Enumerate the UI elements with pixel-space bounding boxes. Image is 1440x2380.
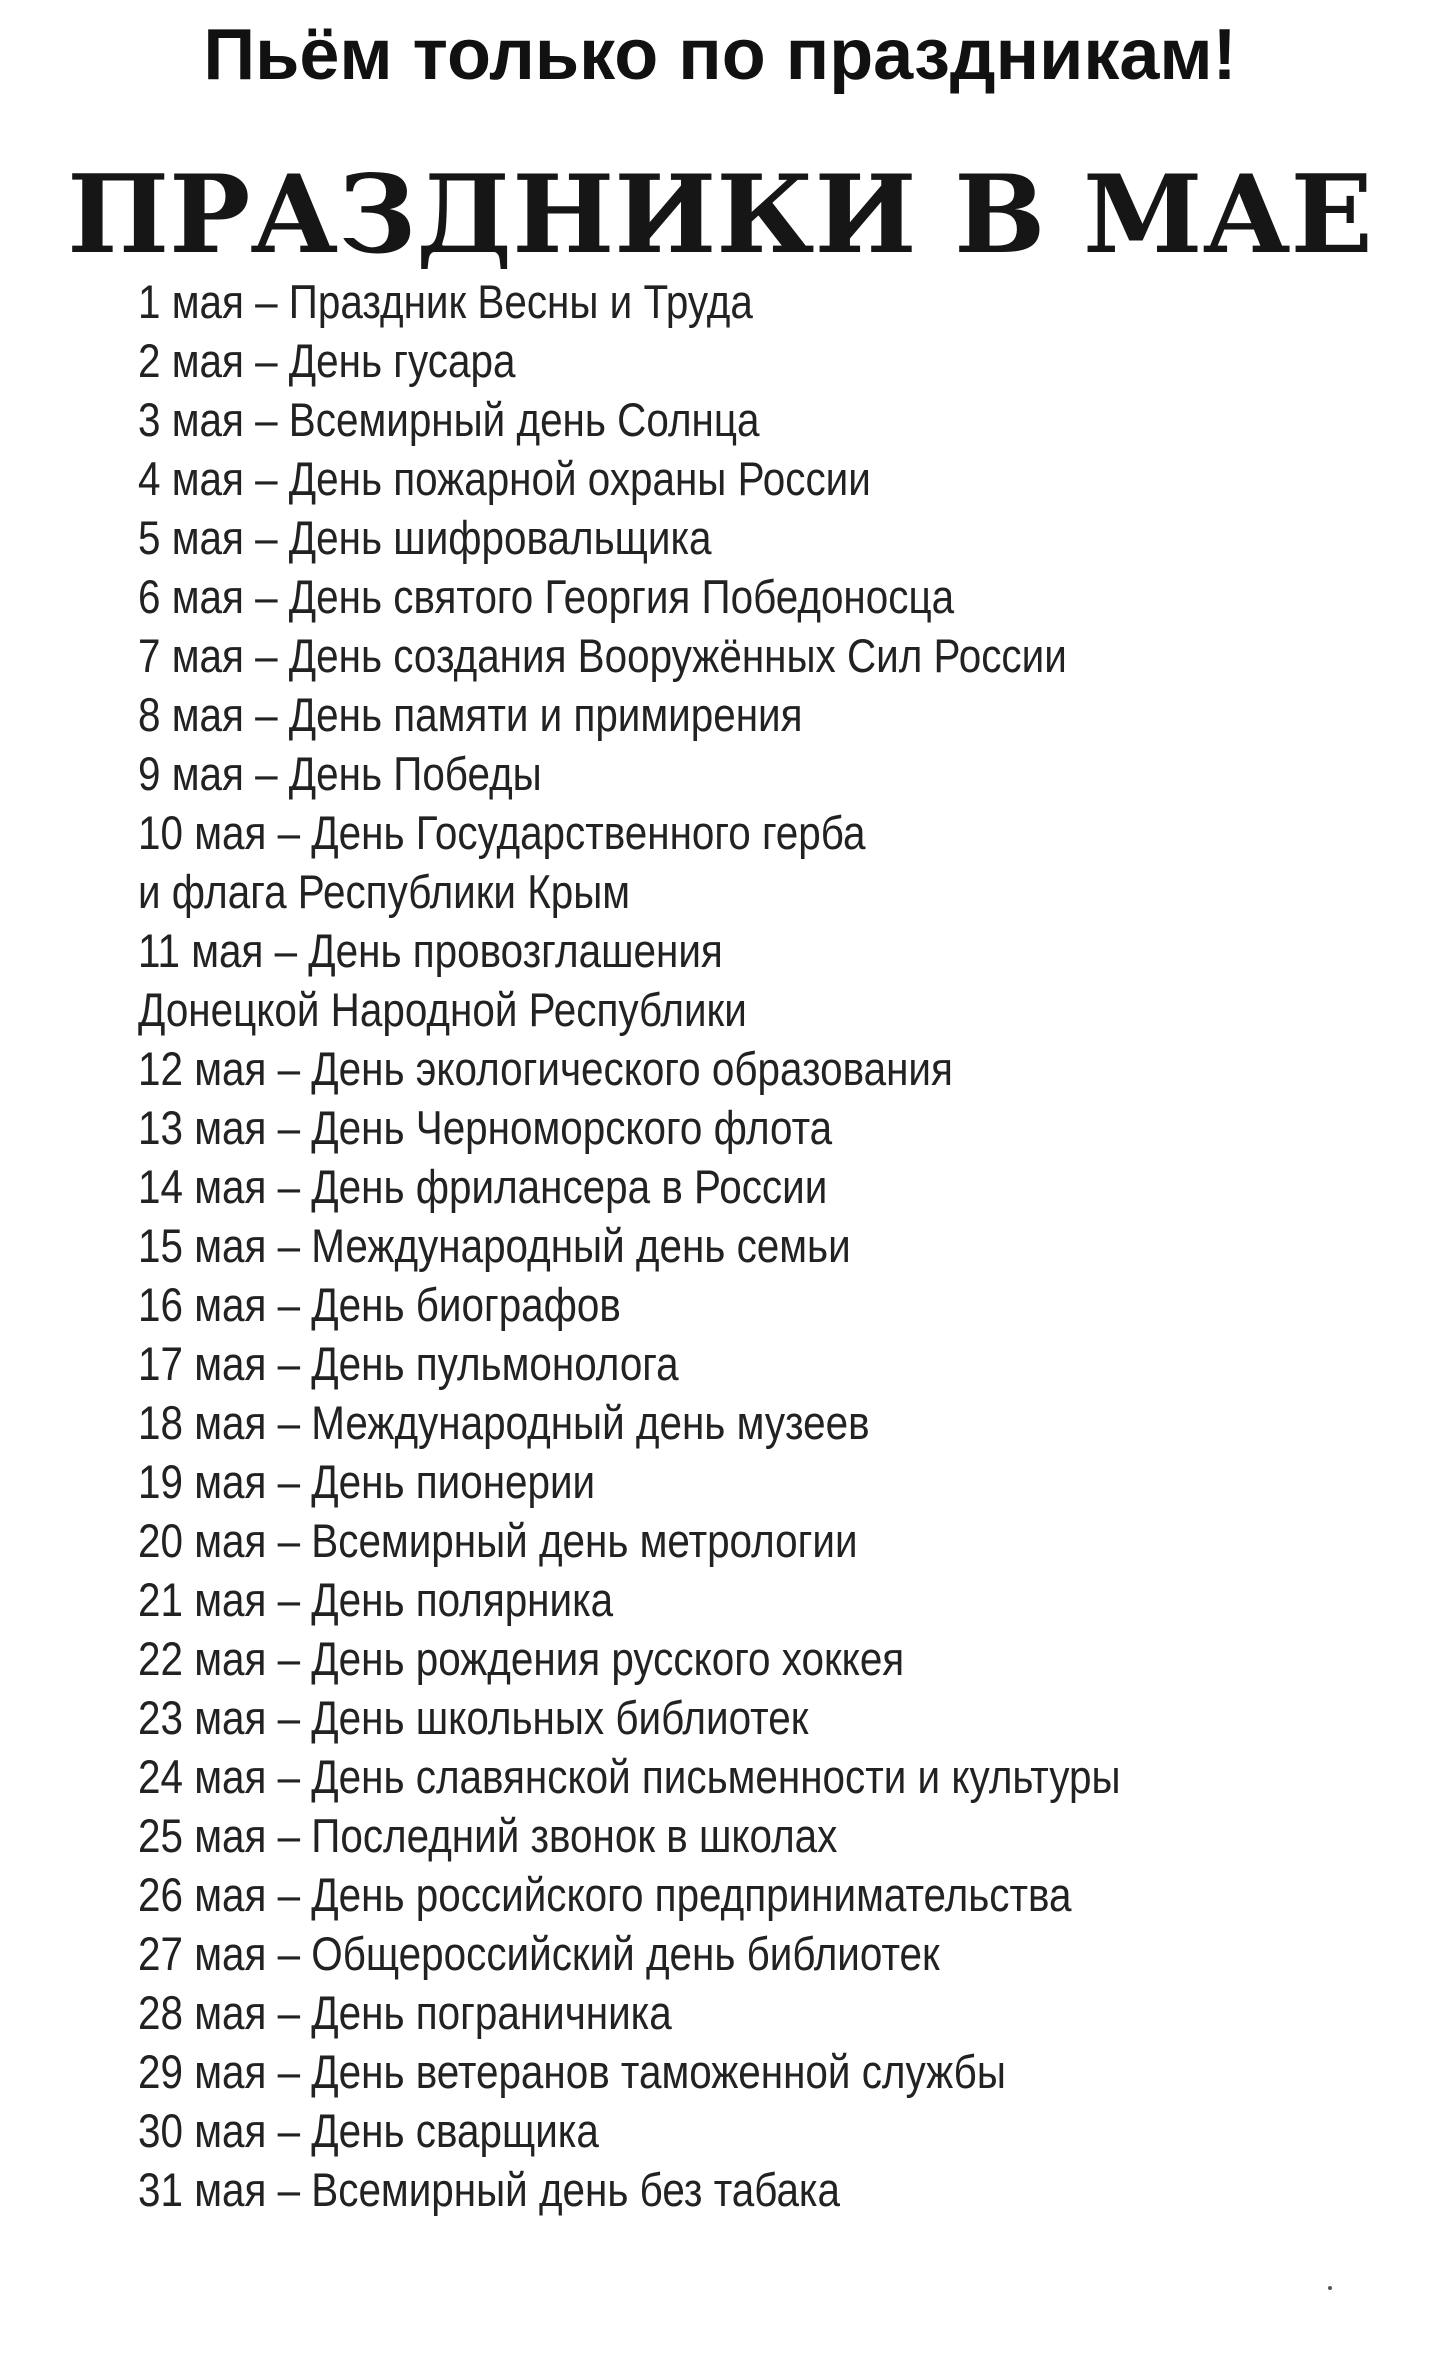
holiday-list-line: 18 мая – Международный день музеев bbox=[138, 1396, 870, 1449]
holiday-list-line: 29 мая – День ветеранов таможенной службы bbox=[138, 2045, 1006, 2098]
holiday-list-line: 12 мая – День экологического образования bbox=[138, 1042, 953, 1095]
holiday-list bbox=[138, 272, 1338, 2219]
holiday-list-line: 10 мая – День Государственного герба bbox=[138, 806, 866, 859]
holiday-list-line: 30 мая – День сварщика bbox=[138, 2104, 599, 2157]
holiday-list-line: 14 мая – День фрилансера в России bbox=[138, 1160, 828, 1213]
holiday-list-line: 11 мая – День провозглашения bbox=[138, 924, 723, 977]
holiday-list-line: 6 мая – День святого Георгия Победоносца bbox=[138, 570, 955, 623]
holiday-list-line: 8 мая – День памяти и примирения bbox=[138, 688, 803, 741]
holiday-list-line: 27 мая – Общероссийский день библиотек bbox=[138, 1927, 940, 1980]
holiday-list-line: 22 мая – День рождения русского хоккея bbox=[138, 1632, 905, 1685]
holiday-list-line: 5 мая – День шифровальщика bbox=[138, 511, 712, 564]
holiday-list-line: 4 мая – День пожарной охраны России bbox=[138, 452, 871, 505]
holiday-list-line: 24 мая – День славянской письменности и культуры bbox=[138, 1750, 1121, 1803]
stray-dot bbox=[1328, 2286, 1332, 2290]
page-title: ПРАЗДНИКИ В МАЕ bbox=[67, 152, 1373, 278]
holiday-list-line: 26 мая – День российского предпринимательства bbox=[138, 1868, 1072, 1921]
holiday-list-line: 20 мая – Всемирный день метрологии bbox=[138, 1514, 858, 1567]
holiday-list-line: 16 мая – День биографов bbox=[138, 1278, 621, 1331]
holiday-list-line: 1 мая – Праздник Весны и Труда bbox=[138, 275, 753, 328]
holiday-list-line: 21 мая – День полярника bbox=[138, 1573, 614, 1626]
holiday-list-line: 23 мая – День школьных библиотек bbox=[138, 1691, 809, 1744]
holiday-list-line: 17 мая – День пульмонолога bbox=[138, 1337, 679, 1390]
holiday-list-line: 9 мая – День Победы bbox=[138, 747, 542, 800]
holiday-list-line: 15 мая – Международный день семьи bbox=[138, 1219, 851, 1272]
holiday-list-line: 7 мая – День создания Вооружённых Сил России bbox=[138, 629, 1067, 682]
holiday-list-line: 28 мая – День пограничника bbox=[138, 1986, 672, 2039]
holiday-list-line: и флага Республики Крым bbox=[138, 865, 631, 918]
holiday-list-line: 2 мая – День гусара bbox=[138, 334, 516, 387]
meme-caption: Пьём только по праздникам! bbox=[203, 15, 1237, 95]
holiday-list-line: 3 мая – Всемирный день Солнца bbox=[138, 393, 760, 446]
holiday-list-line: 19 мая – День пионерии bbox=[138, 1455, 596, 1508]
holiday-list-line: 13 мая – День Черноморского флота bbox=[138, 1101, 833, 1154]
holiday-list-line: 31 мая – Всемирный день без табака bbox=[138, 2163, 840, 2216]
holiday-list-line: Донецкой Народной Республики bbox=[138, 983, 747, 1036]
holiday-list-line: 25 мая – Последний звонок в школах bbox=[138, 1809, 838, 1862]
